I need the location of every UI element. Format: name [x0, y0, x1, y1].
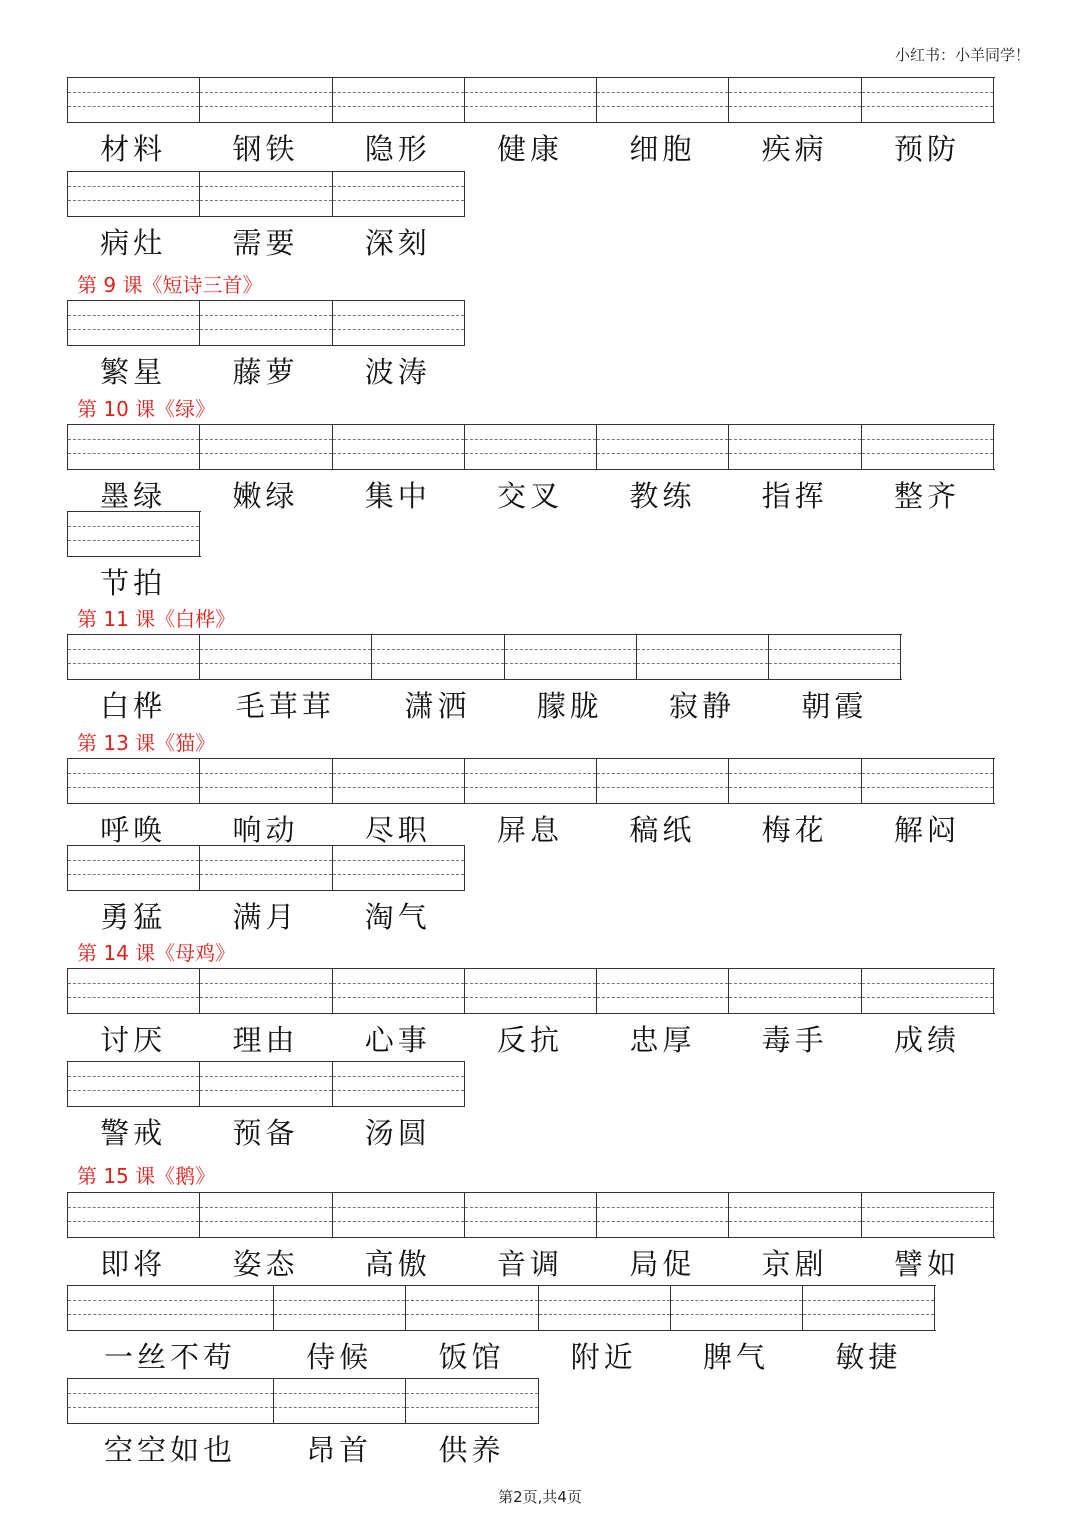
writing-box[interactable]: [200, 78, 332, 122]
writing-box[interactable]: [68, 1062, 200, 1106]
vocab-word: 稿纸: [629, 813, 696, 847]
writing-box[interactable]: [333, 1062, 465, 1106]
writing-box[interactable]: [465, 78, 597, 122]
writing-box[interactable]: [333, 172, 465, 216]
writing-grid-row: [67, 758, 995, 804]
vocab-word: 勇猛: [100, 900, 167, 934]
writing-grid-row: [67, 634, 902, 680]
vocab-word: 高傲: [364, 1247, 431, 1281]
writing-box[interactable]: [200, 1062, 332, 1106]
lesson-title: 第 15 课《鹅》: [77, 1164, 216, 1188]
writing-box[interactable]: [671, 1286, 803, 1330]
writing-box[interactable]: [597, 759, 729, 803]
vocab-word: 一丝不苟: [103, 1340, 236, 1374]
vocab-word: 朝霞: [801, 689, 868, 723]
vocab-word: 病灶: [100, 226, 167, 260]
vocab-word: 成绩: [893, 1023, 960, 1057]
vocab-word: 姿态: [232, 1247, 299, 1281]
vocab-word: 健康: [497, 132, 564, 166]
writing-box[interactable]: [68, 635, 200, 679]
writing-box[interactable]: [862, 1193, 994, 1237]
writing-box[interactable]: [68, 969, 200, 1013]
writing-grid-row: [67, 300, 465, 346]
vocab-word: 尽职: [364, 813, 431, 847]
writing-box[interactable]: [637, 635, 769, 679]
writing-box[interactable]: [333, 759, 465, 803]
vocab-word: 藤萝: [232, 355, 299, 389]
vocab-word: 毛茸茸: [235, 689, 335, 723]
vocab-word: 即将: [100, 1247, 167, 1281]
vocab-word: 屏息: [497, 813, 564, 847]
writing-box[interactable]: [597, 78, 729, 122]
vocab-word: 细胞: [629, 132, 696, 166]
writing-box[interactable]: [406, 1286, 538, 1330]
writing-box[interactable]: [274, 1286, 406, 1330]
writing-box[interactable]: [539, 1286, 671, 1330]
writing-box[interactable]: [372, 635, 504, 679]
writing-box[interactable]: [862, 425, 994, 469]
vocab-word: 嫩绿: [232, 479, 299, 513]
writing-box[interactable]: [465, 1193, 597, 1237]
writing-box[interactable]: [803, 1286, 935, 1330]
writing-box[interactable]: [68, 172, 200, 216]
vocab-word: 预防: [893, 132, 960, 166]
vocab-word: 淘气: [364, 900, 431, 934]
vocab-word: 譬如: [893, 1247, 960, 1281]
vocab-word: 白桦: [100, 689, 167, 723]
writing-box[interactable]: [200, 1193, 332, 1237]
writing-box[interactable]: [333, 301, 465, 345]
writing-box[interactable]: [68, 425, 200, 469]
writing-box[interactable]: [505, 635, 637, 679]
header-note: 小红书：小羊同学！: [894, 46, 1030, 64]
vocab-word: 集中: [364, 479, 431, 513]
writing-grid-row: [67, 1061, 465, 1107]
writing-box[interactable]: [200, 425, 332, 469]
writing-grid-row: [67, 77, 995, 123]
vocab-word: 潇洒: [404, 689, 471, 723]
writing-box[interactable]: [729, 759, 861, 803]
vocab-word: 讨厌: [100, 1023, 167, 1057]
writing-box[interactable]: [862, 78, 994, 122]
writing-grid-row: [67, 1378, 539, 1424]
vocab-word: 疾病: [761, 132, 828, 166]
writing-box[interactable]: [333, 1193, 465, 1237]
writing-box[interactable]: [333, 78, 465, 122]
vocab-word: 隐形: [364, 132, 431, 166]
vocab-word: 心事: [364, 1023, 431, 1057]
writing-box[interactable]: [465, 425, 597, 469]
writing-grid-row: [67, 511, 201, 557]
vocab-word: 满月: [232, 900, 299, 934]
vocab-word: 侍候: [306, 1340, 373, 1374]
vocab-word: 音调: [497, 1247, 564, 1281]
vocab-word: 毒手: [761, 1023, 828, 1057]
vocab-word: 波涛: [364, 355, 431, 389]
vocab-word: 解闷: [893, 813, 960, 847]
vocab-word: 深刻: [364, 226, 431, 260]
writing-box[interactable]: [68, 1193, 200, 1237]
writing-box[interactable]: [465, 759, 597, 803]
writing-box[interactable]: [597, 425, 729, 469]
writing-box[interactable]: [862, 969, 994, 1013]
vocab-word: 敏捷: [835, 1340, 902, 1374]
lesson-title: 第 11 课《白桦》: [77, 607, 236, 631]
writing-box[interactable]: [729, 78, 861, 122]
vocab-word: 警戒: [100, 1116, 167, 1150]
vocab-word: 供养: [438, 1433, 505, 1467]
vocab-word: 指挥: [761, 479, 828, 513]
vocab-word: 昂首: [306, 1433, 373, 1467]
page-footer: 第2页,共4页: [498, 1488, 582, 1506]
writing-box[interactable]: [200, 846, 332, 890]
writing-box[interactable]: [68, 846, 200, 890]
vocab-word: 墨绿: [100, 479, 167, 513]
writing-grid-row: [67, 1192, 995, 1238]
writing-grid-row: [67, 424, 995, 470]
vocab-word: 预备: [232, 1116, 299, 1150]
writing-box[interactable]: [729, 425, 861, 469]
vocab-word: 反抗: [497, 1023, 564, 1057]
writing-box[interactable]: [200, 635, 372, 679]
vocab-word: 理由: [232, 1023, 299, 1057]
vocab-word: 钢铁: [232, 132, 299, 166]
lesson-title: 第 10 课《绿》: [77, 397, 216, 421]
lesson-title: 第 13 课《猫》: [77, 731, 216, 755]
writing-box[interactable]: [597, 1193, 729, 1237]
lesson-title: 第 14 课《母鸡》: [77, 941, 236, 965]
writing-box[interactable]: [200, 301, 332, 345]
vocab-word: 教练: [629, 479, 696, 513]
vocab-word: 响动: [232, 813, 299, 847]
writing-box[interactable]: [68, 759, 200, 803]
writing-box[interactable]: [862, 759, 994, 803]
vocab-word: 忠厚: [629, 1023, 696, 1057]
writing-box[interactable]: [68, 1379, 274, 1423]
writing-box[interactable]: [729, 1193, 861, 1237]
vocab-word: 空空如也: [103, 1433, 236, 1467]
writing-box[interactable]: [68, 301, 200, 345]
vocab-word: 材料: [100, 132, 167, 166]
writing-grid-row: [67, 968, 995, 1014]
writing-box[interactable]: [68, 512, 200, 556]
vocab-word: 京剧: [761, 1247, 828, 1281]
lesson-title: 第 9 课《短诗三首》: [77, 273, 263, 297]
vocab-word: 饭馆: [438, 1340, 505, 1374]
vocab-word: 附近: [570, 1340, 637, 1374]
vocab-word: 呼唤: [100, 813, 167, 847]
writing-box[interactable]: [68, 78, 200, 122]
vocab-word: 朦胧: [536, 689, 603, 723]
vocab-word: 脾气: [703, 1340, 770, 1374]
writing-grid-row: [67, 1285, 936, 1331]
vocab-word: 局促: [629, 1247, 696, 1281]
writing-box[interactable]: [200, 969, 332, 1013]
vocab-word: 交叉: [497, 479, 564, 513]
vocab-word: 梅花: [761, 813, 828, 847]
vocab-word: 寂静: [669, 689, 736, 723]
writing-box[interactable]: [68, 1286, 274, 1330]
vocab-word: 整齐: [893, 479, 960, 513]
vocab-word: 需要: [232, 226, 299, 260]
vocab-word: 繁星: [100, 355, 167, 389]
writing-box[interactable]: [465, 969, 597, 1013]
writing-box[interactable]: [597, 969, 729, 1013]
writing-box[interactable]: [729, 969, 861, 1013]
writing-box[interactable]: [200, 759, 332, 803]
writing-box[interactable]: [333, 425, 465, 469]
writing-box[interactable]: [274, 1379, 406, 1423]
writing-box[interactable]: [406, 1379, 538, 1423]
writing-grid-row: [67, 171, 465, 217]
writing-box[interactable]: [333, 846, 465, 890]
writing-grid-row: [67, 845, 465, 891]
vocab-word: 节拍: [100, 566, 167, 600]
vocab-word: 汤圆: [364, 1116, 431, 1150]
writing-box[interactable]: [769, 635, 901, 679]
writing-box[interactable]: [200, 172, 332, 216]
writing-box[interactable]: [333, 969, 465, 1013]
